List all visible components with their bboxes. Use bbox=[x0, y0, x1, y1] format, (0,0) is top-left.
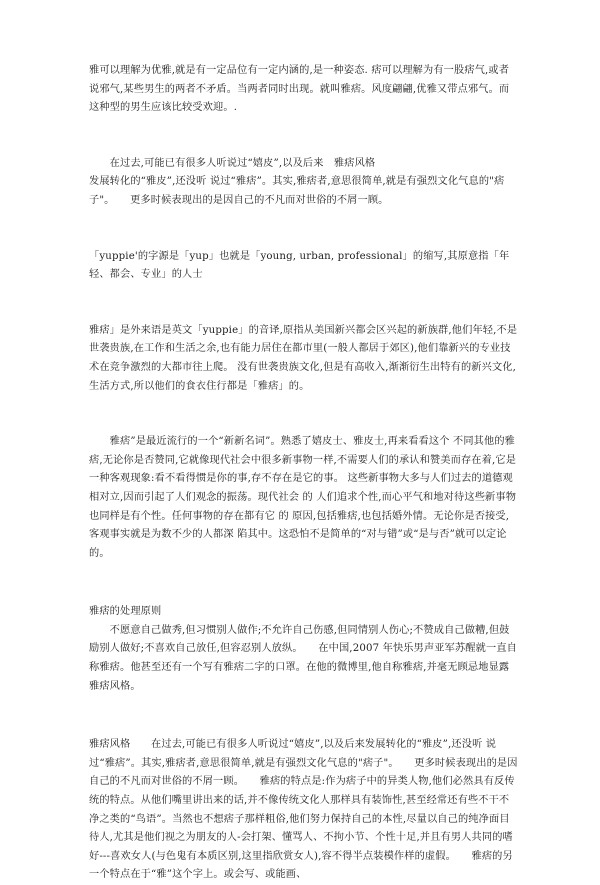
paragraph-new-term: 雅痞”是最近流行的一个“新新名词”。熟悉了嬉皮士、雅皮士,再来看看这个 不同其他的雅痞,无论你是否赞同,它就像现代社会中很多新事物一样,不需要人们的承认和赞美而存在着,它是一种客观现象:看不看得惯是你的事,存不存在是它的事。 这些新事物大多与人们过去的道德观相对立,因而引起了人们观念的振荡。现代社会 的 人们追求个性,而心平气和地对待这些新事物也同样是有个性。任何事物的存在都有它 的 原因,包括雅痞,也包括婚外情。无论你是否接受,客观事实就是为数不少的人都深 陷其中。这恐怕不是简单的“对与错”或“是与否”就可以定论的。 bbox=[89, 436, 517, 559]
paragraph-yuppie-origin: 雅痞」是外来语是英文「yuppie」的音译,原指从美国新兴都会区兴起的新族群,他们年轻,不是世袭贵族,在工作和生活之余,也有能力居住在都市里(一般人都居于郊区),他们靠新兴的专业技术在竞争激烈的大都市往上爬。 没有世袭贵族文化,但是有高收入,渐渐衍生出特有的新兴文化,生活方式,所以他们的食衣住行都是「雅痞」的。 bbox=[89, 324, 518, 392]
paragraph-spacer bbox=[89, 285, 519, 322]
paragraph-spacer bbox=[89, 118, 519, 155]
paragraph-spacer bbox=[89, 696, 519, 736]
paragraph-yuppie-etymology: 「yuppie'的字源是「yup」也就是「young, urban, professional」的缩写,其原意指「年轻、都会、专业」的人士 bbox=[89, 250, 510, 281]
paragraph-spacer bbox=[89, 563, 519, 603]
paragraph-history: 在过去,可能已有很多人听说过“嬉皮”,以及后来 雅痞风格 发展转化的“雅皮”,还没听 说过“雅痞”。其实,雅痞者,意思很简单,就是有强烈文化气息的"痞子"。 更多时候表现出的是因自己的不凡而对世俗的不屑一顾。 bbox=[89, 157, 505, 206]
paragraph-spacer bbox=[89, 396, 519, 433]
paragraph-yapi-definition: 雅可以理解为优雅,就是有一定品位有一定内涵的,是一种姿态. 痞可以理解为有一股痞气,或者说邪气,某些男生的两者不矛盾。当两者同时出现。就叫雅痞。风度翩翩,优雅又带点邪气。而这种型的男生应该比较受欢迎。. bbox=[89, 65, 510, 114]
document-page bbox=[89, 62, 519, 885]
paragraph-spacer bbox=[89, 211, 519, 248]
paragraph-style: 雅痞风格 在过去,可能已有很多人听说过“嬉皮”,以及后来发展转化的“雅皮”,还没听 说过“雅痞”。其实,雅痞者,意思很简单,就是有强烈文化气息的"痞子"。 更多时候表现出的是因自己的不凡而对世俗的不屑一顾。 雅痞的特点是:作为痞子中的异类人物,他们必然具有反传统的特点。从他们嘴里讲出来的话,并不像传统文化人那样具有装饰性,甚至经常还有些不干不净之类的“鸟语”。当然也不想痞子那样粗俗,他们努力保持自己的本性,尽量以自己的纯净面目待人,尤其是他们视之为朋友的人-会打架、懂骂人、不拘小节、个性十足,并且有男人共同的嗜好---喜欢女人(与色鬼有本质区别,这里指欣赏女人),容不得半点装模作样的虚假。 雅痞的另一个特点在于“雅”这个字上。或会写、或能画、 bbox=[89, 739, 518, 881]
paragraph-principles: 雅痞的处理原则 不愿意自己做秀,但习惯别人做作;不允许自己伤感,但同情别人伤心;不赞成自己做糟,但鼓励别人做好;不喜欢自己放任,但容忍别人放纵。 在中国,2007 年快乐男声亚军苏醒就一直自称雅痞。他甚至还有一个写有雅痞二字的口罩。在他的微博里,他自称雅痞,并毫无顾忌地显露雅痞风格。 bbox=[89, 606, 517, 692]
